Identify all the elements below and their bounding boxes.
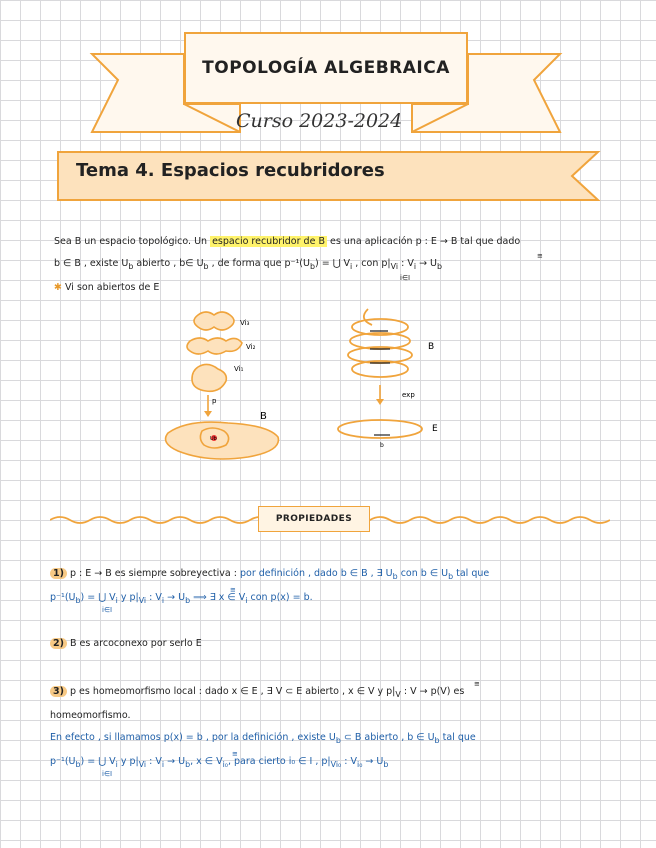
property-1 xyxy=(50,564,630,587)
page-title-text: TOPOLOGÍA ALGEBRAICA xyxy=(202,58,450,78)
definition-note xyxy=(54,278,159,298)
t: abierto , b∈ U xyxy=(136,258,204,269)
p3-arrow-label-2: ≅ xyxy=(232,750,238,758)
s: i xyxy=(115,595,118,605)
t: p es homeomorfismo local : dado x ∈ E , ∃ V ⊂ E abierto , x ∈ V y p| xyxy=(69,686,396,697)
t: , de forma que p⁻¹(U xyxy=(211,258,310,269)
label-vi2: Vi₂ xyxy=(246,343,256,351)
t: En efecto , si llamamos p(x) = b , por la definición , existe U xyxy=(50,732,336,743)
t: , con p| xyxy=(355,258,391,269)
p3-arrow-label: ≅ xyxy=(474,680,480,688)
property-number: 2) xyxy=(50,638,67,649)
label-b-right: B xyxy=(428,342,435,352)
s: i xyxy=(245,595,248,605)
definition-text: Sea B un espacio topológico. Un xyxy=(54,236,208,247)
label-exp: exp xyxy=(402,391,415,399)
t: , x ∈ V xyxy=(190,756,223,767)
page-title xyxy=(184,32,468,104)
property-3-line-2: homeomorfismo. xyxy=(50,710,131,721)
s: b xyxy=(185,759,191,769)
p3-union-index: i∈I xyxy=(102,770,113,778)
t: ⟹ ∃ x ∈ V xyxy=(193,592,246,603)
s: b xyxy=(434,735,440,745)
s: Vi₀ xyxy=(330,759,342,769)
property-number: 1) xyxy=(50,568,67,579)
s: b xyxy=(128,261,134,271)
t: b ∈ B , existe U xyxy=(54,258,129,269)
property-3 xyxy=(50,682,630,705)
note-text: Vi son abiertos de E xyxy=(65,282,160,293)
property-3-proof-1 xyxy=(50,728,630,751)
t: B es arcoconexo por serlo E xyxy=(69,638,202,649)
t: tal que xyxy=(442,732,476,743)
highlight-term: espacio recubridor de B xyxy=(212,236,325,247)
t: → U xyxy=(419,258,437,269)
s: i xyxy=(413,261,417,271)
t: con p(x) = b. xyxy=(250,592,313,603)
s: b xyxy=(335,735,341,745)
t: tal que xyxy=(456,568,490,579)
property-number: 3) xyxy=(50,686,67,697)
t: por definición , dado b ∈ B , ∃ U xyxy=(239,568,393,579)
arrow-label: ≅ xyxy=(537,252,543,260)
s: Vi xyxy=(390,261,399,271)
s: i₀ xyxy=(222,759,228,769)
s: i xyxy=(350,261,353,271)
s: b xyxy=(203,261,209,271)
s: b xyxy=(75,759,81,769)
t: ) = ⋃ V xyxy=(315,258,351,269)
property-1-line-2 xyxy=(50,588,630,611)
t: ) = ⋃ V xyxy=(80,756,116,767)
s: b xyxy=(309,261,315,271)
label-vi3: Vi₃ xyxy=(240,319,250,327)
s: i xyxy=(161,759,165,769)
t: p⁻¹(U xyxy=(50,592,76,603)
s: V xyxy=(395,689,401,699)
t: p⁻¹(U xyxy=(50,756,76,767)
properties-title: PROPIEDADES xyxy=(258,506,370,532)
s: Vi xyxy=(138,759,147,769)
t: y p| xyxy=(120,756,139,767)
t: → U xyxy=(167,592,186,603)
covering-diagram-left xyxy=(150,305,300,470)
p1-arrow-label: ≅ xyxy=(230,586,236,594)
s: b xyxy=(448,571,454,581)
definition-line-1 xyxy=(54,232,614,252)
t: y p| xyxy=(120,592,139,603)
label-e: E xyxy=(432,424,438,434)
union-index: i∈I xyxy=(400,274,411,282)
t: : V xyxy=(401,258,414,269)
t: p : E → B es siempre sobreyectiva : xyxy=(69,568,237,579)
s: i xyxy=(115,759,118,769)
course-year: Curso 2023-2024 xyxy=(236,110,403,132)
t: : V → p(V) es xyxy=(403,686,465,697)
s: b xyxy=(185,595,191,605)
covering-diagram-right xyxy=(330,305,480,455)
s: b xyxy=(437,261,443,271)
t: → U xyxy=(365,756,384,767)
t: : V xyxy=(344,756,357,767)
label-vi1: Vi₁ xyxy=(234,365,244,373)
t: : V xyxy=(149,592,162,603)
t: → U xyxy=(167,756,186,767)
p1-union-index: i∈I xyxy=(102,606,113,614)
property-3-proof-2 xyxy=(50,752,640,775)
t: con b ∈ U xyxy=(400,568,449,579)
label-b-small: b xyxy=(380,442,384,449)
t: ) = ⋃ V xyxy=(80,592,116,603)
s: b xyxy=(75,595,81,605)
definition-line-2 xyxy=(54,254,634,277)
s: b xyxy=(383,759,389,769)
s: i xyxy=(161,595,165,605)
t: : V xyxy=(149,756,162,767)
t: , para cierto i₀ ∈ I , p| xyxy=(227,756,331,767)
property-2 xyxy=(50,634,202,654)
label-b: B xyxy=(260,411,267,422)
definition-text-2: es una aplicación p : E → B tal que dado xyxy=(330,236,521,247)
s: Vi xyxy=(138,595,147,605)
label-p: p xyxy=(212,397,217,405)
s: i₀ xyxy=(357,759,363,769)
t: ⊂ B abierto , b ∈ U xyxy=(343,732,435,743)
s: b xyxy=(392,571,398,581)
label-ub: Ub xyxy=(210,436,217,442)
star-icon: ✱ xyxy=(54,282,62,293)
topic-title: Tema 4. Espacios recubridores xyxy=(76,160,385,181)
